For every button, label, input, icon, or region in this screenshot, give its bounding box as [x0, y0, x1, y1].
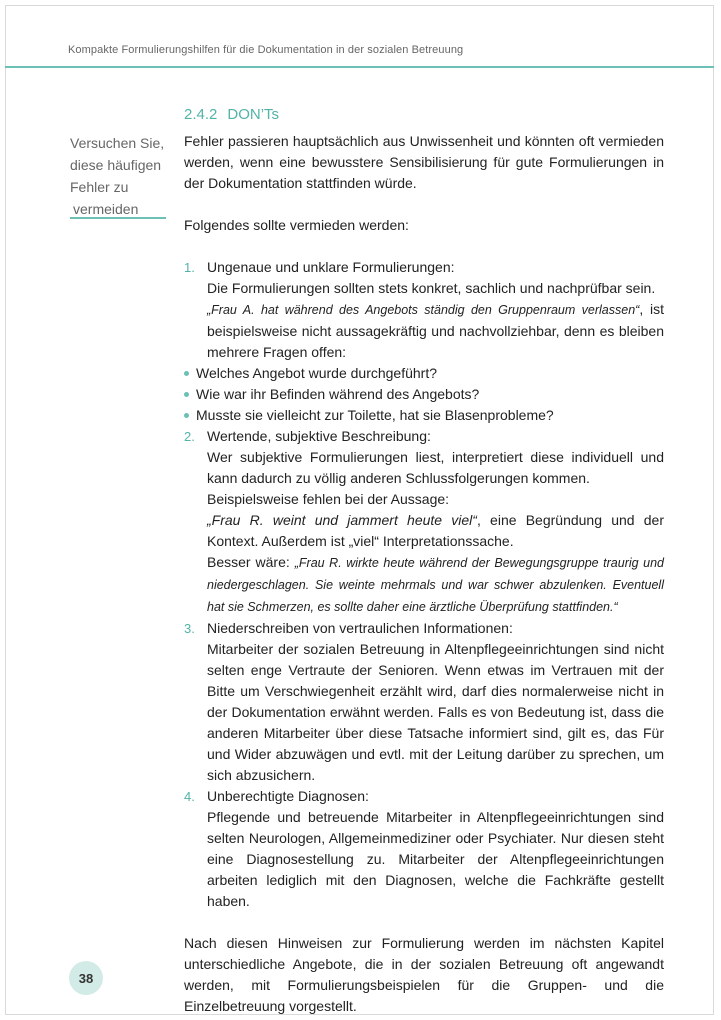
bullet-item: Welches Angebot wurde durchgeführt?	[184, 363, 664, 384]
list-item	[184, 618, 664, 786]
page-number: 38	[69, 961, 103, 995]
better-example-quote: „Frau R. wirkte heute während der Bewegungsgruppe traurig und niedergeschlagen. Sie weinte mehrmals und war schwer abzulenken. Eventuell hat sie Schmerzen, es sollte daher eine ärztliche Überprüfung stattfinden.“	[207, 556, 664, 614]
header-rule	[5, 66, 714, 68]
main-text	[184, 131, 664, 1017]
list-item	[184, 257, 664, 363]
example-quote: „Frau R. weint und jammert heute viel“	[207, 512, 477, 528]
item-text: Die Formulierungen sollten stets konkret, sachlich und nachprüfbar sein.	[207, 280, 656, 296]
bullet-item: Wie war ihr Befinden während des Angebots?	[184, 384, 664, 405]
item-title: Unberechtigte Diagnosen:	[207, 788, 369, 804]
margin-note-line: diese häufigen	[70, 157, 162, 173]
item-text: Mitarbeiter der sozialen Betreuung in Altenpflegeeinrichtungen sind nicht selten enge Vertraute der Senioren. Wenn etwas im Vertrauen mit der Bitte um Verschwiegenheit erzählt wird, darf dies normalerweise nicht in der Dokumentation erwähnt werden. Falls es von Bedeutung ist, dass die anderen Mitarbeiter über diese Tatsache informiert sind, gilt es, das Für und Wider abzuwägen und evtl. mit der Leitung darüber zu sprechen, um sich abzusichern.	[207, 641, 664, 783]
list-number: 2.	[184, 429, 195, 444]
better-example-paragraph	[207, 552, 664, 618]
better-label: Besser wäre:	[207, 554, 295, 570]
list-number: 1.	[184, 260, 195, 275]
item-text: Beispielsweise fehlen bei der Aussage:	[207, 491, 450, 507]
item-text: Pflegende und betreuende Mitarbeiter in Altenpflegeeinrichtungen sind selten Neurologen, Allgemeinmediziner oder Psychiater. Nur diesen steht eine Diagnosestellung zu. Mitarbeiter der Altenpflegeeinrichtungen arbeiten lediglich mit den Diagnosen, welche die Fachkräfte gestellt haben.	[207, 809, 664, 909]
item-title: Wertende, subjektive Beschreibung:	[207, 428, 431, 444]
item-title: Niederschreiben von vertraulichen Informationen:	[207, 620, 513, 636]
item-title: Ungenaue und unklare Formulierungen:	[207, 259, 455, 275]
bullet-dot-icon	[184, 413, 189, 418]
item-example-paragraph	[207, 510, 664, 552]
item-text: , eine Begründung und der Kontext. Außerdem ist „viel“ Interpretationssache.	[207, 512, 664, 549]
margin-note-line: Fehler zu	[70, 179, 129, 195]
item-text: , ist beispielsweise nicht aussagekräftig und nachvollziehbar, denn es bleiben mehrere Fragen offen:	[207, 301, 665, 360]
section-number: 2.4.2	[184, 106, 218, 123]
closing-paragraph: Nach diesen Hinweisen zur Formulierung werden im nächsten Kapitel unterschiedliche Angebote, die in der sozialen Betreuung oft angewandt werden, mit Formulierungsbeispielen für die Gruppen- und die Einzelbetreuung vorgestellt.	[184, 935, 664, 1014]
section-title: DON’Ts	[227, 106, 280, 123]
item-example-paragraph	[207, 299, 664, 363]
example-quote: „Frau A. hat während des Angebots ständig den Gruppenraum verlassen“	[207, 303, 640, 317]
margin-note-line: vermeiden	[73, 201, 139, 217]
running-header: Kompakte Formulierungshilfen für die Dokumentation in der sozialen Betreuung	[68, 44, 464, 56]
intro-paragraph: Fehler passieren hauptsächlich aus Unwissenheit und könnten oft vermieden werden, wenn eine bewusstere Sensibilisierung für gute Formulierungen in der Dokumentation stattfinden würde.	[184, 133, 664, 191]
margin-note-line: Versuchen Sie,	[70, 135, 165, 151]
lead-paragraph: Folgendes sollte vermieden werden:	[184, 217, 409, 233]
bullet-dot-icon	[184, 392, 189, 397]
item-text: Wer subjektive Formulierungen liest, interpretiert diese individuell und kann dadurch zu völlig anderen Schlussfolgerungen kommen.	[207, 449, 664, 486]
list-number: 4.	[184, 789, 195, 804]
bullet-item: Musste sie vielleicht zur Toilette, hat sie Blasenprobleme?	[184, 405, 664, 426]
margin-note-rule	[70, 217, 166, 219]
margin-note	[70, 132, 166, 220]
bullet-list	[184, 363, 664, 426]
section-heading	[184, 106, 279, 123]
bullet-dot-icon	[184, 371, 189, 376]
list-number: 3.	[184, 621, 195, 636]
list-item	[184, 786, 664, 912]
list-item	[184, 426, 664, 618]
